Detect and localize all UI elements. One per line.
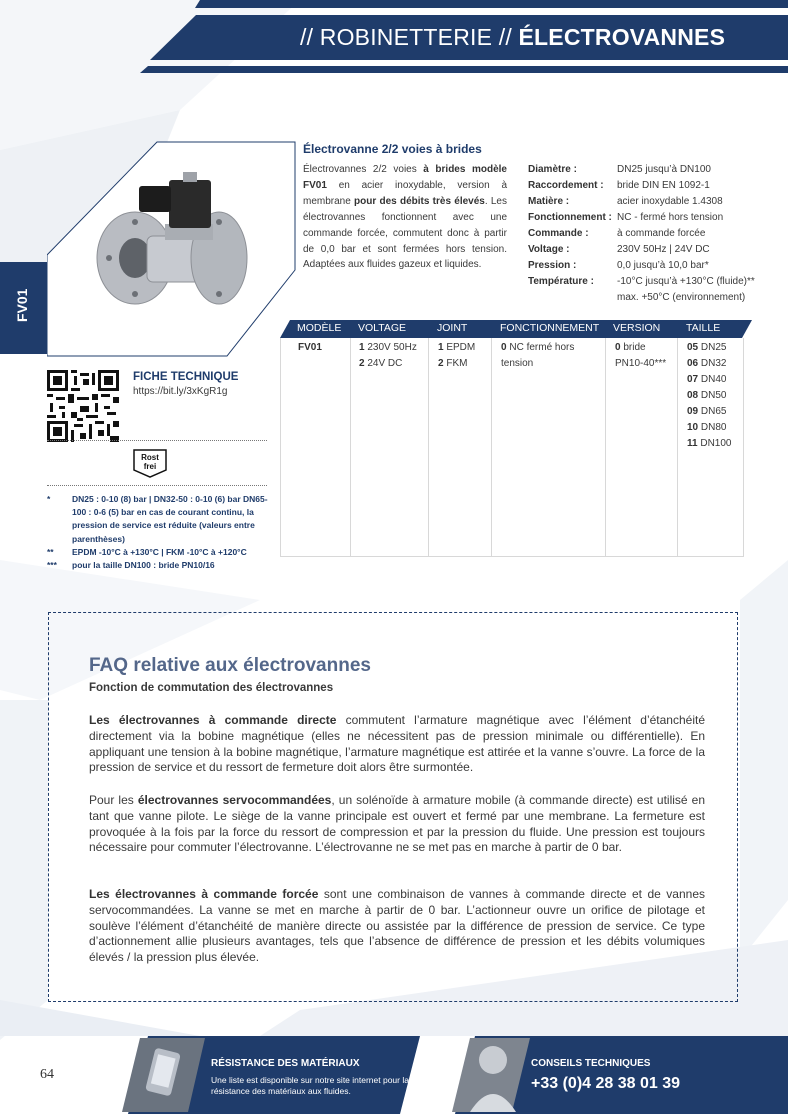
qr-code-icon[interactable]: [47, 370, 119, 442]
product-title: Électrovanne 2/2 voies à brides: [303, 142, 482, 156]
svg-text:Rost: Rost: [141, 453, 159, 462]
spec-row: Matière : acier inoxydable 1.4308: [528, 196, 723, 207]
table-header-joint: JOINT: [437, 322, 468, 334]
spec-row: Voltage : 230V 50Hz | 24V DC: [528, 244, 710, 255]
footer-resistance-title: RÉSISTANCE DES MATÉRIAUX: [211, 1058, 360, 1069]
footer-resistance-desc: Une liste est disponible sur notre site internet pour la résistance des matériaux aux fluides.: [211, 1075, 409, 1096]
footer-phone[interactable]: +33 (0)4 28 38 01 39: [531, 1075, 681, 1092]
page-header-title: // ROBINETTERIE // ÉLECTROVANNES: [300, 24, 726, 50]
table-body: [280, 338, 744, 557]
spec-row: Raccordement : bride DIN EN 1092-1: [528, 180, 710, 191]
page-number: 64: [40, 1067, 54, 1082]
fiche-technique-link[interactable]: https://bit.ly/3xKgR1g: [133, 386, 228, 397]
table-cell-model: FV01: [281, 338, 351, 556]
table-header-voltage: VOLTAGE: [358, 322, 407, 334]
faq-title: FAQ relative aux électrovannes: [89, 655, 371, 676]
divider: [47, 440, 267, 441]
spec-row: max. +50°C (environnement): [617, 292, 746, 303]
product-description: Électrovannes 2/2 voies à brides modèle FV01 en acier inoxydable, version à membrane pour des débits très élevés. Les électrovannes fonctionnent avec une commande forcée, commutent donc à partir de 0,0 bar et sont fermées hors tension. Adaptées aux fluides gazeux et liquides.: [303, 164, 507, 271]
table-header-version: VERSION: [613, 322, 661, 334]
footnotes: [47, 493, 272, 572]
spec-row: Diamètre : DN25 jusqu’à DN100: [528, 164, 711, 175]
product-image: [47, 140, 297, 360]
footnote: ** EPDM -10°C à +130°C | FKM -10°C à +120°C: [47, 546, 247, 557]
faq-paragraph: Les électrovannes à commande forcée sont une combinaison de vannes à commande directe et de vannes servocommandées. La vanne se met en marche à partir de 0 bar. L’actionneur ouvre un orifice de pilotage et soulève l’élément d’étanchéité de manière directe ou assistée par la différence de pression de service. Ce type d’actionnement allie plusieurs avantages, tels que l’absence de différence de pression et les débits volumiques élevés / la pression plus élevée.: [89, 887, 705, 965]
faq-box: [48, 612, 738, 1002]
table-cell-taille: 05 DN25 06 DN32 07 DN40 08 DN50 09 DN65 10 DN80 11 DN100: [687, 342, 732, 449]
spec-row: Pression : 0,0 jusqu’à 10,0 bar*: [528, 260, 709, 271]
fiche-technique-title: FICHE TECHNIQUE: [133, 371, 239, 383]
rostfrei-logo: [132, 448, 168, 478]
table-cell-fonctionnement: 0 NC fermé hors tension: [492, 338, 606, 556]
spec-row: Commande : à commande forcée: [528, 228, 706, 239]
table-cell-joint: 1 EPDM 2 FKM: [429, 338, 492, 556]
divider: [47, 485, 267, 486]
spec-row: Fonctionnement : NC - fermé hors tension: [528, 212, 724, 223]
footnote: *** pour la taille DN100 : bride PN10/16: [47, 560, 215, 571]
svg-text:frei: frei: [143, 462, 157, 471]
spec-row: Température : -10°C jusqu’à +130°C (fluide)**: [528, 276, 755, 287]
table-header-fonctionnement: FONCTIONNEMENT: [500, 322, 600, 334]
side-tab: [0, 262, 47, 354]
faq-paragraph: Pour les électrovannes servocommandées, un solénoïde à armature mobile (à commande directe) est utilisé en tant que vanne pilote. Le siège de la vanne principale est ouvert et fermé par une membrane. La fermeture est provoquée à la fois par la force du ressort de compression et par la pression du fluide. Une pression est toujours nécessaire pour commuter l’électrovanne. L’électrovanne ne se met pas en marche à partir de 0 bar.: [89, 793, 706, 855]
table-header-model: MODÈLE: [297, 322, 342, 334]
table-header-taille: TAILLE: [686, 322, 721, 334]
footnote: * DN25 : 0-10 (8) bar | DN32-50 : 0-10 (6) bar DN65-100 : 0-6 (5) bar en cas de courant continu, la pression de service est réduite (valeurs entre parenthèses): [47, 494, 268, 544]
spec-list: [528, 162, 777, 306]
side-tab-code: FV01: [14, 288, 30, 322]
table-cell-voltage: 1 230V 50Hz 2 24V DC: [351, 338, 429, 556]
footer-conseils-title: CONSEILS TECHNIQUES: [531, 1058, 651, 1069]
faq-paragraph: Les électrovannes à commande directe commutent l’armature magnétique avec l’élément d’étanchéité directement via la bobine magnétique (elles ne nécessitent pas de pression minimale ou différentielle). En appliquant une tension à la bobine magnétique, l’armature magnétique est attirée et la vanne s’ouvre. La force de la pression de service et du ressort de fermeture doit alors être surmontée.: [89, 713, 705, 775]
faq-subtitle: Fonction de commutation des électrovannes: [89, 682, 334, 694]
table-cell-version: 0 bride PN10-40***: [606, 338, 678, 556]
